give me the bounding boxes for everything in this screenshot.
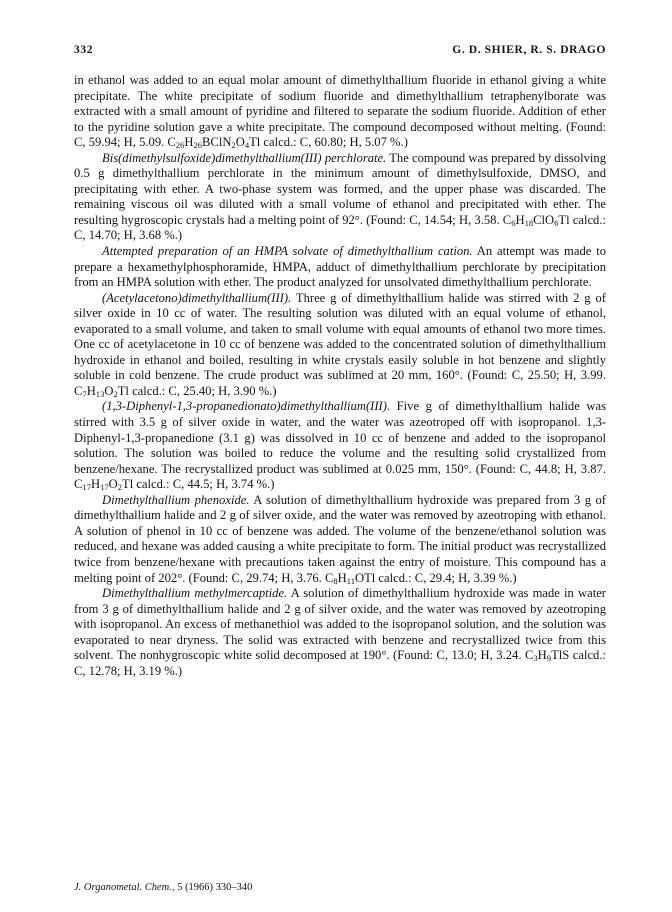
formula-subscript: 2 bbox=[113, 389, 118, 400]
running-head-authors: G. D. SHIER, R. S. DRAGO bbox=[452, 44, 606, 56]
text-run: TlS calcd.: C, 12.78; H, 3.19 %.) bbox=[74, 648, 606, 678]
text-run: Three g of dimethylthallium halide was stirred with 2 g of silver oxide in 10 cc of water. The resulting solution was diluted with an equal volume of ethanol, evaporated to a small volume, and taken to small volume with equal amounts of ethanol two more times. One cc of acetylacetone in 10 cc of benzene was added to the concentrated solution of dimethylthallium hydroxide in ethanol and boiled, resulting in white crystals easily soluble in hot benzene and slightly soluble in cold benzene. The crude product was sublimed at 20 mm, 160°. (Found: C, 25.50; H, 3.99. C bbox=[74, 290, 606, 398]
text-run: Tl calcd.: C, 14.70; H, 3.68 %.) bbox=[74, 212, 606, 243]
text-run: An attempt was made to prepare a hexamethylphosphoramide, HMPA, adduct of dimethylthallium perchlorate by precipitation from an HMPA solution with ether. The product analyzed for unsolvated dimethylthallium perchlorate. bbox=[74, 244, 606, 290]
text-run: O bbox=[235, 135, 245, 150]
running-header bbox=[74, 44, 606, 60]
text-run: H bbox=[515, 212, 525, 227]
text-run: A solution of dimethylthallium hydroxide was prepared from 3 g of dimethylthallium halide and 2 g of silver oxide, and the water was removed by azeotroping with ethanol. A solution of phenol in 10 cc of benzene was added. The volume of the benzene/ethanol solution was reduced, and hexane was added causing a white precipitate to form. The initial product was recrystallized twice from benzene/hexane with precautions taken against the entry of moisture. This compound has a melting point of 202°. (Found: C, 29.74; H, 3.76. C bbox=[74, 492, 606, 585]
formula-subscript: 6 bbox=[554, 218, 559, 229]
formula-subscript: 9 bbox=[546, 653, 552, 664]
formula-subscript: 18 bbox=[524, 218, 534, 229]
formula-subscript: 3 bbox=[533, 653, 538, 664]
paragraph bbox=[74, 291, 606, 400]
text-run: OTl calcd.: C, 29.4; H, 3.39 %.) bbox=[355, 570, 517, 585]
section-run-in-title: Dimethylthallium methylmercaptide. bbox=[102, 586, 288, 601]
text-run: Tl calcd.: C, 60.80; H, 5.07 %.) bbox=[249, 135, 408, 150]
formula-subscript: 17 bbox=[82, 482, 91, 493]
text-run: H bbox=[90, 477, 101, 492]
text-run: in ethanol was added to an equal molar amount of dimethylthallium fluoride in ethanol giving a white precipitate. The white precipitate of sodium fluoride and dimethylthallium tetraphenylborate was extracted with a small amount of pyridine and filtered to separate the sodium fluoride. Addition of ether to the pyridine solution gave a white precipitate. The compound decomposed without melting. (Found: C, 59.94; H, 5.09. C bbox=[74, 73, 606, 150]
formula-subscript: 4 bbox=[244, 140, 250, 151]
paragraph bbox=[74, 151, 606, 244]
text-run: O bbox=[104, 383, 114, 398]
section-run-in-title: Dimethylthallium phenoxide. bbox=[102, 492, 250, 507]
journal-citation-footer bbox=[74, 882, 252, 893]
text-run: BClN bbox=[202, 135, 232, 150]
paragraph bbox=[74, 399, 606, 492]
paragraph bbox=[74, 73, 606, 151]
journal-name: J. Organometal. Chem., bbox=[74, 882, 175, 893]
formula-subscript: 2 bbox=[117, 482, 122, 493]
paragraph bbox=[74, 244, 606, 291]
paragraph bbox=[74, 493, 606, 586]
text-run: Tl calcd.: C, 25.40; H, 3.90 %.) bbox=[117, 383, 277, 398]
article-body bbox=[74, 73, 606, 679]
formula-subscript: 7 bbox=[82, 389, 87, 400]
journal-volume: 5 (1966) 330–340 bbox=[177, 882, 253, 893]
formula-subscript: 17 bbox=[100, 482, 109, 493]
formula-subscript: 13 bbox=[95, 389, 105, 400]
formula-subscript: 11 bbox=[346, 575, 355, 586]
text-run: Five g of dimethylthallium halide was stirred with 3.5 g of silver oxide in water, and the water was azeotroped off with isopropanol. 1,3-Diphenyl-1,3-propanedione (3.1 g) was dissolved in 10 cc of benzene and added to the isopropanol solution. The solution was boiled to reduce the volume and the resulting solid crystallized from benzene/hexane. The recrystallized product was sublimed at 0.025 mm, 150°. (Found: C, 44.8; H, 3.87. C bbox=[74, 399, 606, 492]
text-run: H bbox=[337, 570, 347, 585]
section-run-in-title: Attempted preparation of an HMPA solvate of dimethylthallium cation. bbox=[102, 244, 473, 259]
text-run: H bbox=[86, 383, 96, 398]
section-run-in-title: (Acetylacetono)dimethylthallium(III). bbox=[102, 290, 292, 305]
formula-subscript: 26 bbox=[175, 140, 185, 151]
formula-subscript: 2 bbox=[231, 140, 236, 151]
formula-subscript: 8 bbox=[333, 575, 338, 586]
text-run: O bbox=[108, 477, 118, 492]
text-run: The compound was prepared by dissolving 0.5 g dimethylthallium perchlorate in the minimum amount of dimethylsulfoxide, DMSO, and precipitating with ether. A two-phase system was formed, and the upper phase was discarded. The remaining viscous oil was diluted with a small volume of ethanol and precipitated with ether. The resulting hygroscopic crystals had a melting point of 92°. (Found: C, 14.54; H, 3.58. C bbox=[74, 150, 606, 227]
text-run: H bbox=[537, 648, 547, 663]
text-run: ClO bbox=[533, 212, 555, 227]
paragraph bbox=[74, 586, 606, 679]
formula-subscript: 6 bbox=[511, 218, 516, 229]
text-run: Tl calcd.: C, 44.5; H, 3.74 %.) bbox=[122, 477, 275, 492]
formula-subscript: 26 bbox=[193, 140, 203, 151]
text-run: H bbox=[184, 135, 194, 150]
page-number: 332 bbox=[74, 44, 94, 56]
text-run: A solution of dimethylthallium hydroxide was made in water from 3 g of dimethylthallium halide and 2 g of silver oxide, and the water was removed by azeotroping with isopropanol. An excess of methanethiol was added to the isopropanol solution, and the solution was evaporated to near dryness. The solid was extracted with benzene and recrystallized twice from this solvent. The nonhygroscopic white solid decomposed at 190°. (Found: C, 13.0; H, 3.24. C bbox=[74, 586, 606, 663]
section-run-in-title: (1,3-Diphenyl-1,3-propanedionato)dimethylthallium(III). bbox=[102, 399, 391, 414]
section-run-in-title: Bis(dimethylsulfoxide)dimethylthallium(III) perchlorate. bbox=[102, 150, 387, 165]
